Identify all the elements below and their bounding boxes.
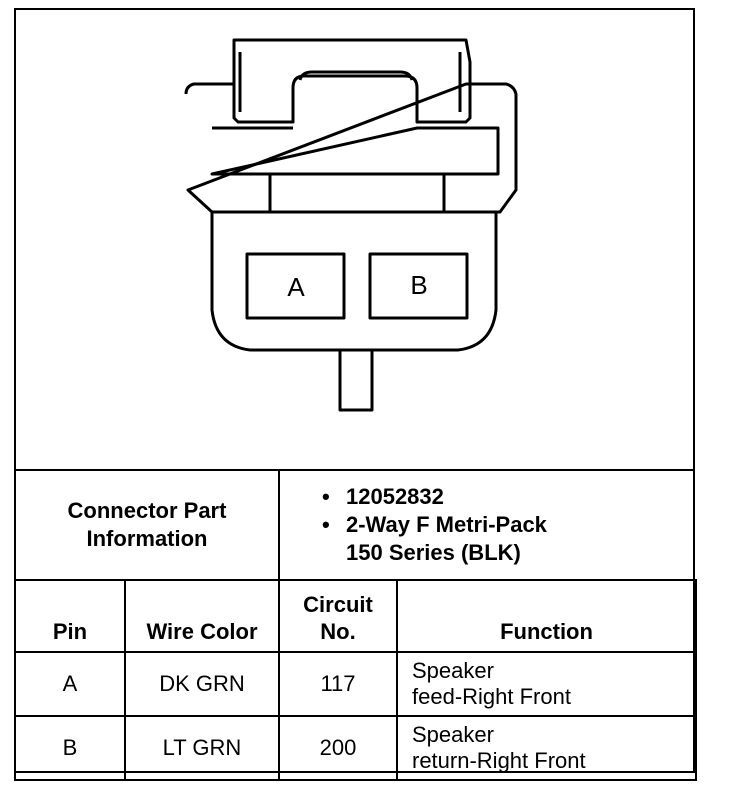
header-wire-color: Wire Color (125, 580, 279, 652)
part-info-label (15, 470, 279, 580)
part-info-label-line2: Information (86, 526, 208, 551)
connector-body-lower (212, 212, 496, 350)
part-info-label-line1: Connector Part (67, 498, 227, 523)
row-function-line2: return-Right Front (412, 748, 586, 773)
part-info-table (14, 469, 695, 581)
row-function-line2: feed-Right Front (412, 684, 571, 709)
pin-table-header (15, 580, 696, 652)
header-function: Function (397, 580, 696, 652)
table-row (15, 716, 696, 780)
cavity-b-label: B (410, 270, 428, 300)
header-pin: Pin (15, 580, 125, 652)
part-number: • 12052832 (346, 484, 444, 509)
row-function-line1: Speaker (412, 658, 494, 683)
row-circuit: 200 (279, 716, 397, 780)
row-function (397, 716, 696, 780)
cavity-a-label: A (287, 272, 305, 302)
part-number-item (322, 483, 693, 511)
row-wire-color: DK GRN (125, 652, 279, 716)
row-pin: B (15, 716, 125, 780)
header-circuit-line1: Circuit (303, 592, 373, 617)
connector-type-item (322, 511, 693, 567)
connector-type-line2: 150 Series (BLK) (346, 540, 521, 565)
connector-type-line1: • 2-Way F Metri-Pack (346, 512, 547, 537)
row-pin: A (15, 652, 125, 716)
connector-band (212, 128, 498, 174)
connector-tab (340, 350, 372, 410)
row-wire-color: LT GRN (125, 716, 279, 780)
part-info-values (279, 470, 694, 580)
row-function-line1: Speaker (412, 722, 494, 747)
row-circuit: 117 (279, 652, 397, 716)
connector-latch (234, 40, 470, 122)
row-function (397, 652, 696, 716)
header-circuit (279, 580, 397, 652)
pin-table (14, 579, 697, 781)
header-circuit-line2: No. (320, 619, 356, 644)
table-row (15, 652, 696, 716)
